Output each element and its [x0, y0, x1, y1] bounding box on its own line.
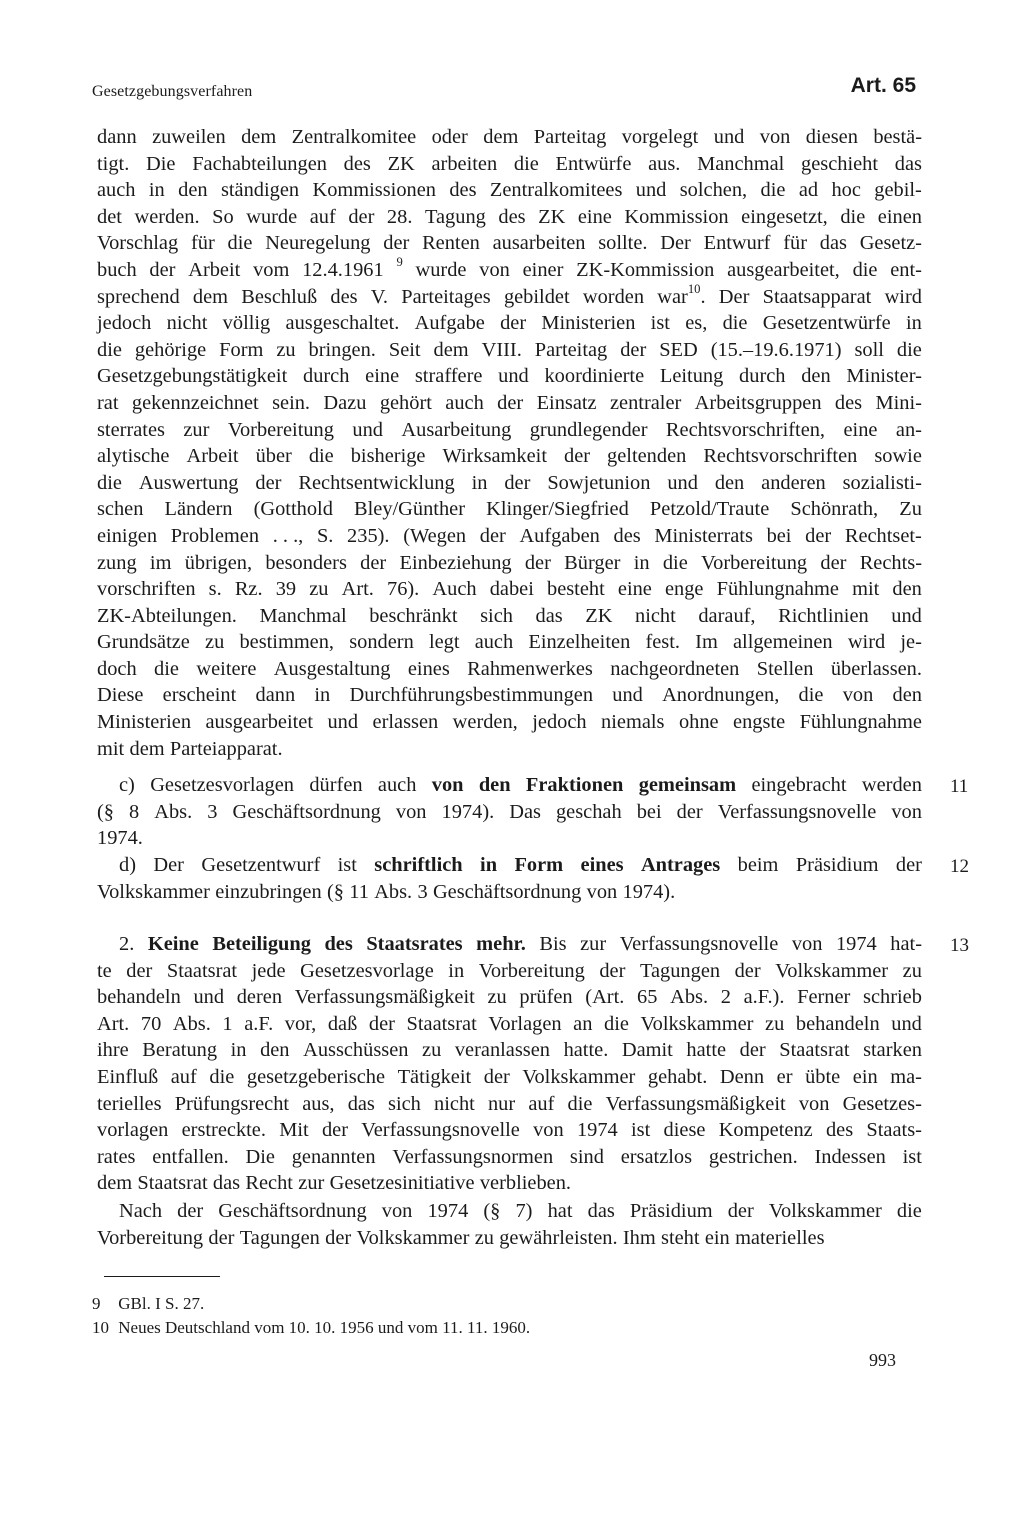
text-line: Nach der Geschäftsordnung von 1974 (§ 7) hat das Präsidium der Volkskammer die: [119, 1200, 922, 1222]
text-line: einigen Problemen . . ., S. 235). (Wegen der Aufgaben des Ministerrats bei der Rechtset-: [97, 524, 922, 547]
text-line: auch in den ständigen Kommissionen des Zentralkomitees und solchen, die ad hoc gebil-: [97, 179, 922, 202]
paragraph-continuation: [97, 124, 922, 762]
text-line: mit dem Parteiapparat.: [97, 737, 283, 760]
text-line: 2. Keine Beteiligung des Staatsrates mehr. Bis zur Verfassungsnovelle von 1974 hat-: [119, 933, 922, 955]
paragraph-12: [97, 852, 922, 905]
text-line: die Auswertung der Rechtsentwicklung in der Sowjetunion und den anderen sozialisti-: [97, 471, 922, 494]
text-line: te der Staatsrat jede Gesetzesvorlage in Vorbereitung der Tagungen der Volkskammer zu: [97, 959, 922, 982]
text-line: behandeln und deren Verfassungsmäßigkeit zu prüfen (Art. 65 Abs. 2 a.F.). Ferner schrieb: [97, 986, 922, 1009]
text-line: jedoch nicht völlig ausgeschaltet. Aufgabe der Ministerien ist es, die Gesetzentwürfe in: [97, 312, 922, 335]
text-line: doch die weitere Ausgestaltung eines Rahmenwerkes nachgeordneten Stellen überlassen.: [97, 657, 922, 680]
page-number: 993: [869, 1350, 896, 1370]
margin-number-12: 12: [950, 856, 969, 877]
text-line: Einfluß auf die gesetzgeberische Tätigkeit der Volkskammer gehabt. Denn er übte ein ma-: [97, 1065, 922, 1088]
text-line: det werden. So wurde auf der 28. Tagung des ZK eine Kommission eingesetzt, die einen: [97, 205, 922, 228]
text-line: Ministerien ausgearbeitet und erlassen werden, jedoch niemals ohne engste Fühlungnahme: [97, 711, 922, 734]
text-line: sprechend dem Beschluß des V. Parteitages gebildet worden war$^{10}$. Der Staatsapparat wird: [97, 281, 922, 308]
text-line: Gesetzgebungstätigkeit durch eine straffere und koordinierte Leitung durch den Minister-: [97, 365, 922, 388]
text-line: vorschriften s. Rz. 39 zu Art. 76). Auch dabei besteht eine enge Fühlungnahme mit den: [97, 578, 922, 601]
footnote-9: [92, 1292, 530, 1316]
footnote-divider: [104, 1276, 220, 1277]
text-line: rates entfallen. Die genannten Verfassungsnormen sind ersatzlos gestrichen. Indessen ist: [97, 1145, 922, 1168]
text-line: ZK-Abteilungen. Manchmal beschränkt sich das ZK nicht darauf, Richtlinien und: [97, 604, 922, 627]
text-line: Volkskammer einzubringen (§ 11 Abs. 3 Geschäftsordnung von 1974).: [97, 880, 676, 903]
text-line: 1974.: [97, 827, 143, 850]
margin-number-13: 13: [950, 935, 969, 956]
footnote-10: [92, 1316, 530, 1340]
article-label: Art. 65: [850, 74, 916, 97]
footnote-text: Neues Deutschland vom 10. 10. 1956 und vom 11. 11. 1960.: [118, 1318, 531, 1337]
footnote-number: 10: [92, 1318, 109, 1337]
text-line: tigt. Die Fachabteilungen des ZK arbeiten die Entwürfe aus. Manchmal geschieht das: [97, 152, 922, 175]
text-line: dem Staatsrat das Recht zur Gesetzesinitiative verblieben.: [97, 1172, 572, 1195]
text-line: vorlagen erstreckte. Mit der Verfassungsnovelle von 1974 ist diese Kompetenz des Staats-: [97, 1119, 922, 1142]
text-line: schen Ländern (Gotthold Bley/Günther Klinger/Siegfried Petzold/Traute Schönrath, Zu: [97, 498, 922, 521]
text-line: Vorschlag für die Neuregelung der Renten ausarbeiten sollte. Der Entwurf für das Gesetz-: [97, 232, 922, 255]
margin-number-11: 11: [950, 776, 969, 797]
text-line: Grundsätze zu bestimmen, sondern legt auch Einzelheiten fest. Im allgemeinen wird je-: [97, 631, 922, 654]
footnotes: [92, 1292, 530, 1340]
footnote-text: GBl. I S. 27.: [118, 1294, 205, 1313]
paragraph-13: [97, 931, 922, 1197]
paragraph-11: [97, 772, 922, 852]
text-line: buch der Arbeit vom 12.4.1961 $^9$ wurde von einer ZK-Kommission ausgearbeitet, die ent-: [97, 255, 922, 281]
text-line: Diese erscheint dann in Durchführungsbestimmungen und Anordnungen, die von den: [97, 684, 922, 707]
text-line: alytische Arbeit über die bisherige Wirksamkeit der geltenden Rechtsvorschriften sowie: [97, 445, 922, 468]
text-line: Art. 70 Abs. 1 a.F. vor, daß der Staatsrat Vorlagen an die Volkskammer zu behandeln und: [97, 1012, 922, 1035]
text-line: ihre Beratung in den Ausschüssen zu veranlassen hatte. Damit hatte der Staatsrat starken: [97, 1039, 922, 1062]
text-line: dann zuweilen dem Zentralkomitee oder dem Parteitag vorgelegt und von diesen bestä-: [97, 126, 922, 148]
text-line: Vorbereitung der Tagungen der Volkskammer zu gewährleisten. Ihm steht ein materielles: [97, 1226, 825, 1249]
paragraph-continuation-end: [97, 1198, 922, 1251]
running-head: Gesetzgebungsverfahren: [92, 83, 253, 100]
text-line: rat gekennzeichnet sein. Dazu gehört auch der Einsatz zentraler Arbeitsgruppen des Mini-: [97, 391, 922, 414]
text-line: c) Gesetzesvorlagen dürfen auch von den Fraktionen gemeinsam eingebracht werden: [119, 774, 922, 796]
text-line: d) Der Gesetzentwurf ist schriftlich in Form eines Antrages beim Präsidium der: [119, 854, 922, 876]
text-line: terielles Prüfungsrecht aus, das sich nicht nur auf die Verfassungsmäßigkeit von Gesetzes-: [97, 1092, 922, 1115]
footnote-number: 9: [92, 1294, 101, 1313]
text-line: (§ 8 Abs. 3 Geschäftsordnung von 1974). Das geschah bei der Verfassungsnovelle von: [97, 800, 922, 823]
text-line: die gehörige Form zu bringen. Seit dem VIII. Parteitag der SED (15.–19.6.1971) soll die: [97, 338, 922, 361]
text-line: sterrates zur Vorbereitung und Ausarbeitung grundlegender Rechtsvorschriften, eine an-: [97, 418, 922, 441]
text-line: zung im übrigen, besonders der Einbeziehung der Bürger in die Vorbereitung der Rechts-: [97, 551, 922, 574]
